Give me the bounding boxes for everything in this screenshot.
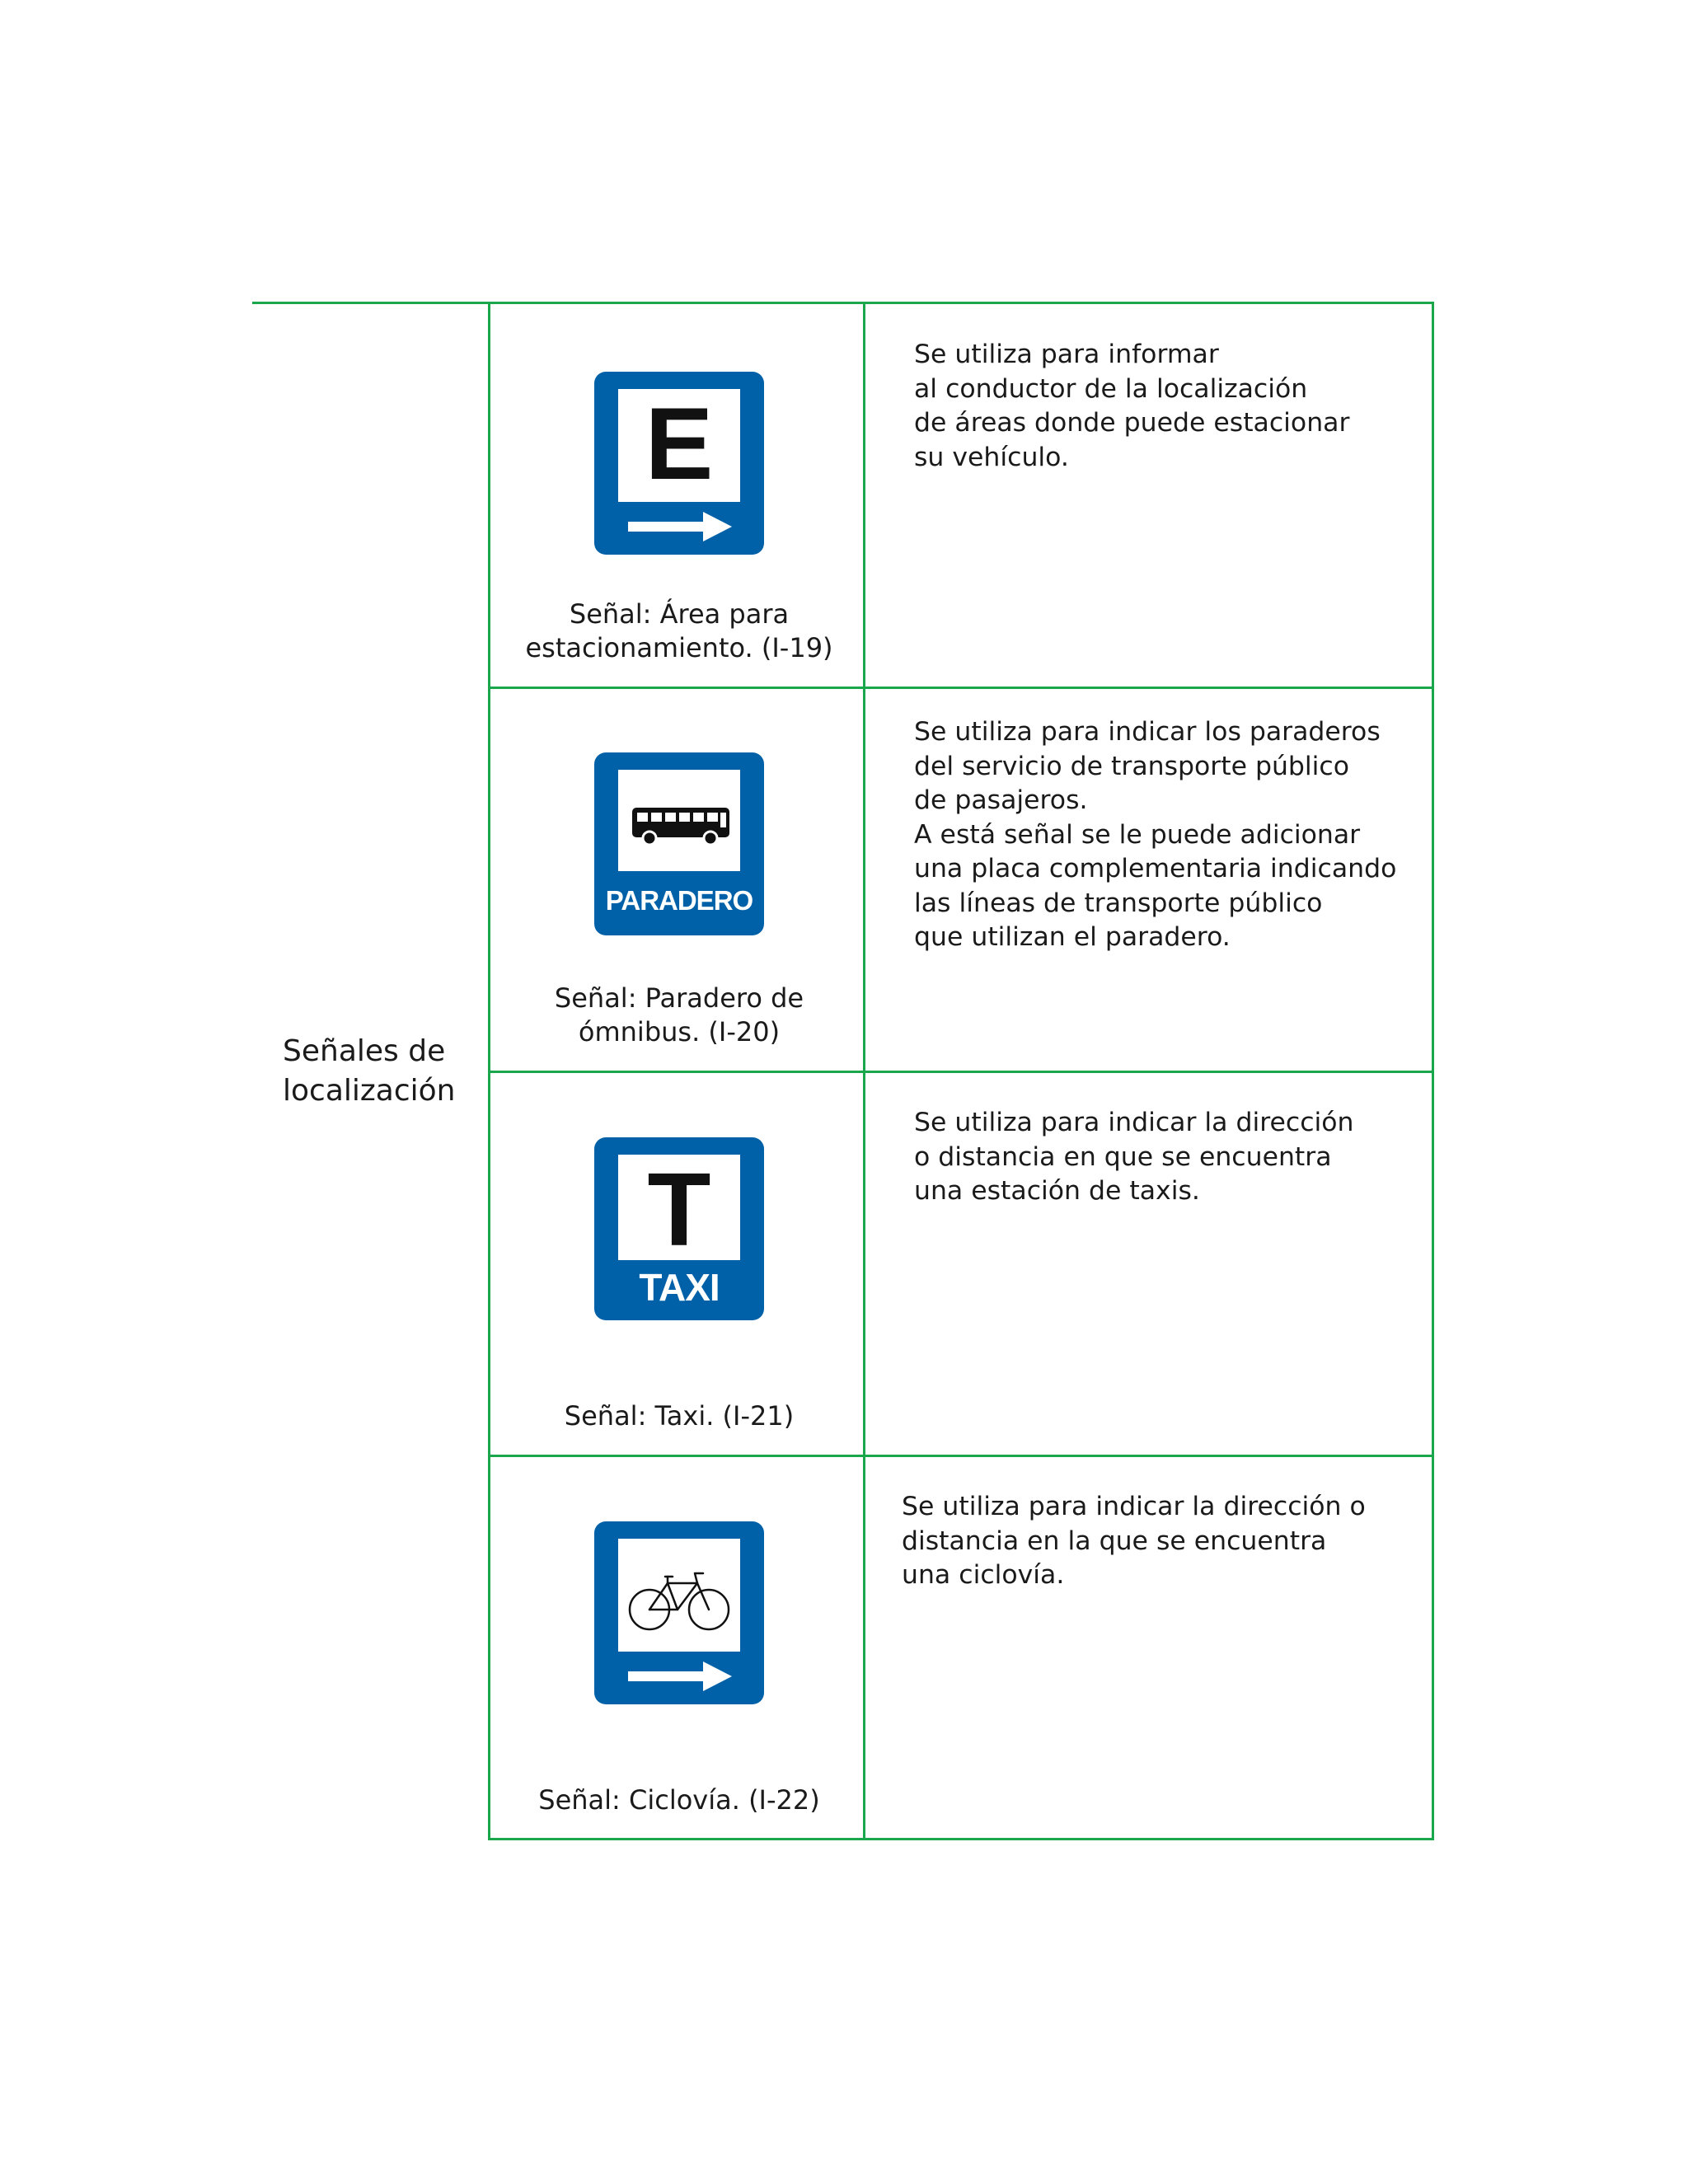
bus-icon <box>618 770 740 871</box>
sign-description: Se utiliza para informar al conductor de la localización de áreas donde puede estacionar su vehículo. <box>914 340 1350 472</box>
category-label <box>283 1032 472 1111</box>
sign-caption <box>491 982 867 1049</box>
caption-line: estacionamiento. (I-19) <box>525 632 833 663</box>
arrow-right-icon <box>594 1521 764 1704</box>
arrow-right-icon <box>594 372 764 555</box>
caption-line: Señal: Taxi. (I-21) <box>564 1400 795 1432</box>
category-label-line: localización <box>283 1074 456 1108</box>
sign-description: Se utiliza para indicar la dirección o distancia en la que se encuentra una ciclovía. <box>902 1492 1366 1590</box>
caption-line: Señal: Paradero de <box>554 982 804 1014</box>
row-divider <box>488 1071 1434 1073</box>
sign-plate-text: TAXI <box>639 1266 720 1309</box>
caption-line: ómnibus. (I-20) <box>578 1016 781 1047</box>
sign-letter: E <box>645 387 714 501</box>
sign-description: Se utiliza para indicar los paraderos del servicio de transporte público de pasajeros. A está señal se le puede adicionar una placa complementaria indicando las líneas de transporte público que utilizan el paradero. <box>914 717 1397 952</box>
taxi-sign <box>594 1137 764 1320</box>
caption-line: Señal: Ciclovía. (I-22) <box>538 1784 820 1816</box>
sign-white-panel <box>618 1151 740 1268</box>
sign-caption <box>491 1783 867 1817</box>
row-divider <box>488 687 1434 689</box>
bike-lane-sign <box>594 1521 764 1704</box>
sign-white-panel <box>618 770 740 871</box>
parking-area-sign <box>594 372 764 555</box>
sign-caption <box>491 598 867 665</box>
sign-plate-text: PARADERO <box>605 885 753 916</box>
sign-description: Se utiliza para indicar la dirección o distancia en que se encuentra una estación de taxis. <box>914 1108 1354 1206</box>
sign-caption <box>491 1399 867 1433</box>
bus-stop-sign <box>594 752 764 935</box>
row-divider <box>488 1455 1434 1457</box>
sign-letter: T <box>647 1151 711 1268</box>
category-label-line: Señales de <box>283 1034 446 1068</box>
caption-line: Señal: Área para <box>569 598 790 630</box>
table-bottom-border <box>488 1838 1434 1840</box>
table-top-rule <box>252 302 1434 304</box>
